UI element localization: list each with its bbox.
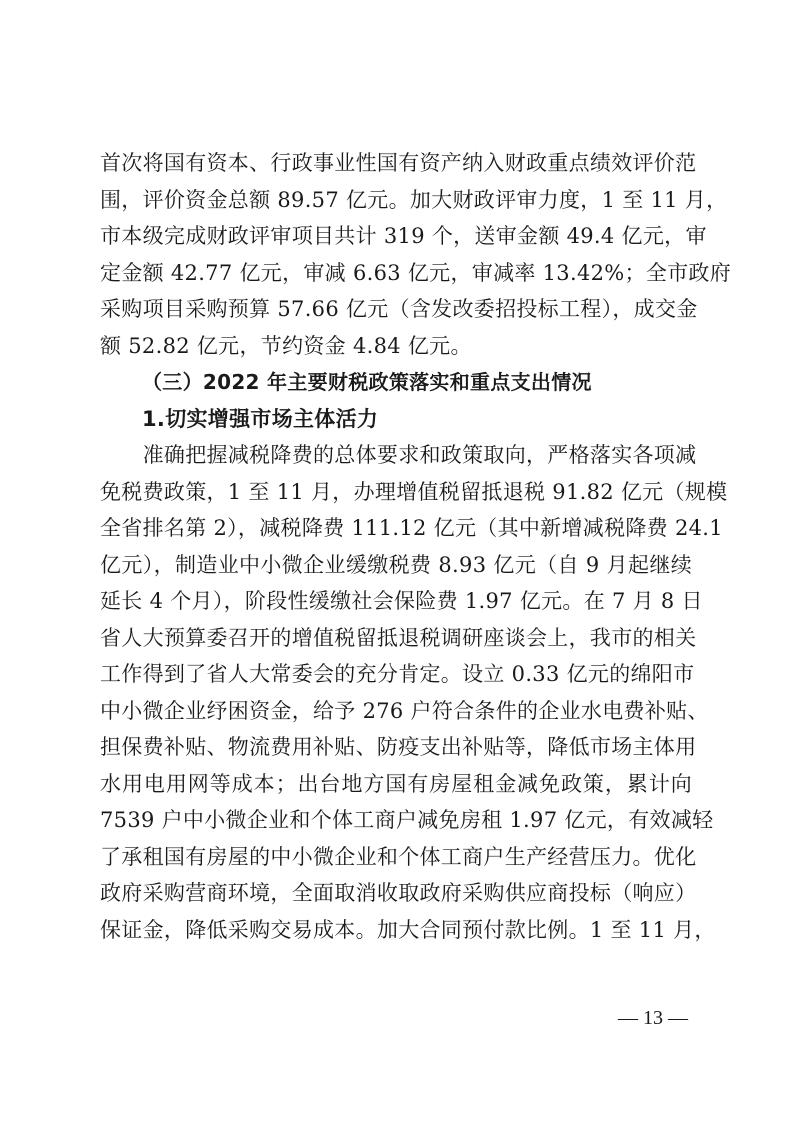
text-line: 了承租国有房屋的中小微企业和个体工商户生产经营压力。优化 — [100, 844, 697, 869]
subsection-heading: 1.切实增强市场主体活力 — [142, 406, 379, 431]
text-line: 7539 户中小微企业和个体工商户减免房租 1.97 亿元，有效减轻 — [100, 808, 714, 832]
text-line: 政府采购营商环境，全面取消收取政府采购供应商投标（响应） — [100, 881, 697, 905]
text-line: 担保费补贴、物流费用补贴、防疫支出补贴等，降低市场主体用 — [100, 735, 697, 759]
page-number: — 13 — — [618, 1007, 688, 1029]
text-line: 采购项目采购预算 57.66 亿元（含发改委招投标工程），成交金 — [100, 297, 698, 321]
text-line: 市本级完成财政评审项目共计 319 个，送审金额 49.4 亿元，审 — [100, 224, 707, 248]
text-line: 延长 4 个月），阶段性缓缴社会保险费 1.97 亿元。在 7 月 8 日 — [100, 589, 703, 613]
text-line: 免税费政策，1 至 11 月，办理增值税留抵退税 91.82 亿元（规模 — [100, 479, 728, 504]
text-line: 准确把握减税降费的总体要求和政策取向，严格落实各项减 — [100, 443, 697, 467]
text-line: 定金额 42.77 亿元，审减 6.63 亿元，审减率 13.42%；全市政府 — [100, 260, 732, 285]
text-line: 围，评价资金总额 89.57 亿元。加大财政评审力度，1 至 11 月， — [100, 187, 728, 212]
document-body — [100, 145, 732, 948]
text-line: 首次将国有资本、行政事业性国有资产纳入财政重点绩效评价范 — [100, 151, 697, 175]
text-line: 额 52.82 亿元，节约资金 4.84 亿元。 — [100, 333, 472, 358]
text-line: 全省排名第 2），减税降费 111.12 亿元（其中新增减税降费 24.1 — [100, 516, 723, 540]
text-line: 水用电用网等成本；出台地方国有房屋租金减免政策，累计向 — [100, 771, 692, 796]
text-line: 保证金，降低采购交易成本。加大合同预付款比例。1 至 11 月， — [100, 917, 716, 942]
section-heading: （三）2022 年主要财税政策落实和重点支出情况 — [142, 370, 592, 394]
text-line: 省人大预算委召开的增值税留抵退税调研座谈会上，我市的相关 — [100, 625, 697, 650]
text-line: 中小微企业纾困资金，给予 276 户符合条件的企业水电费补贴、 — [100, 698, 709, 723]
text-line: 亿元），制造业中小微企业缓缴税费 8.93 亿元（自 9 月起继续 — [100, 552, 692, 577]
text-line: 工作得到了省人大常委会的充分肯定。设立 0.33 亿元的绵阳市 — [100, 662, 695, 686]
